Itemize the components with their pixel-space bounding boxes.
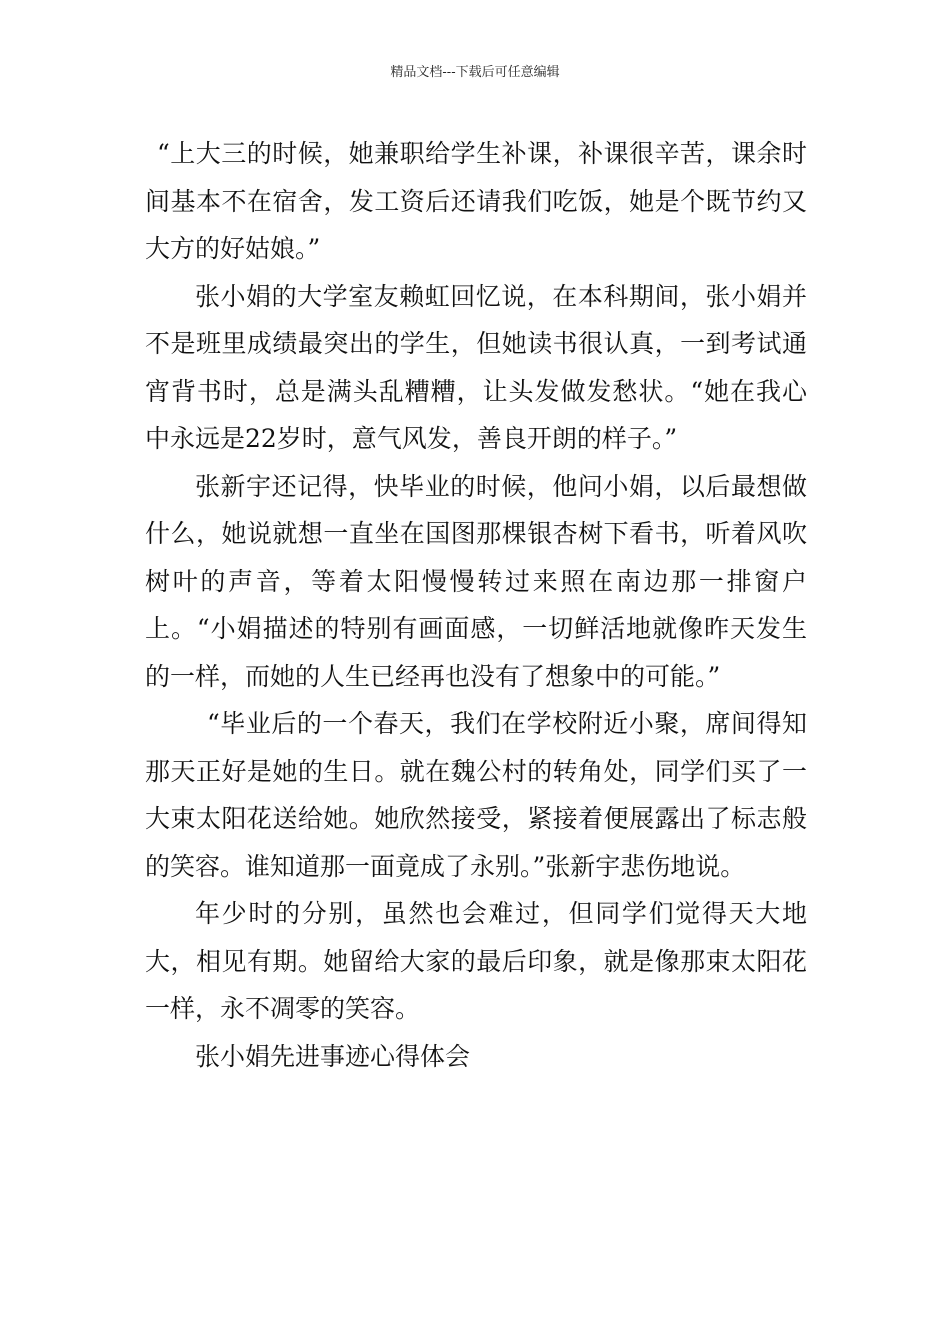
paragraph-1: “上大三的时候，她兼职给学生补课，补课很辛苦，课余时间基本不在宿舍，发工资后还请我们吃饭，她是个既节约又大方的好姑娘。” <box>145 139 807 263</box>
paragraph-5: 年少时的分别，虽然也会难过，但同学们觉得天大地大，相见有期。她留给大家的最后印象，就是像那束太阳花一样，永不凋零的笑容。 <box>145 899 807 1023</box>
section-heading: 张小娟先进事迹心得体会 <box>195 1041 471 1071</box>
paragraph-2: 张小娟的大学室友赖虹回忆说，在本科期间，张小娟并不是班里成绩最突出的学生，但她读书很认真，一到考试通宵背书时，总是满头乱糟糟，让头发做发愁状。“她在我心中永远是22岁时，意气风发，善良开朗的样子。” <box>145 281 807 453</box>
paragraph-4: “毕业后的一个春天，我们在学校附近小聚，席间得知那天正好是她的生日。就在魏公村的转角处，同学们买了一大束太阳花送给她。她欣然接受，紧接着便展露出了标志般的笑容。谁知道那一面竟成了永别。”张新宇悲伤地说。 <box>145 709 807 881</box>
document-body <box>145 130 807 1080</box>
page-header: 精品文档---下载后可任意编辑 <box>390 65 560 80</box>
paragraph-3: 张新宇还记得，快毕业的时候，他问小娟，以后最想做什么，她说就想一直坐在国图那棵银杏树下看书，听着风吹树叶的声音，等着太阳慢慢转过来照在南边那一排窗户上。“小娟描述的特别有画面感，一切鲜活地就像昨天发生的一样，而她的人生已经再也没有了想象中的可能。” <box>145 471 807 691</box>
